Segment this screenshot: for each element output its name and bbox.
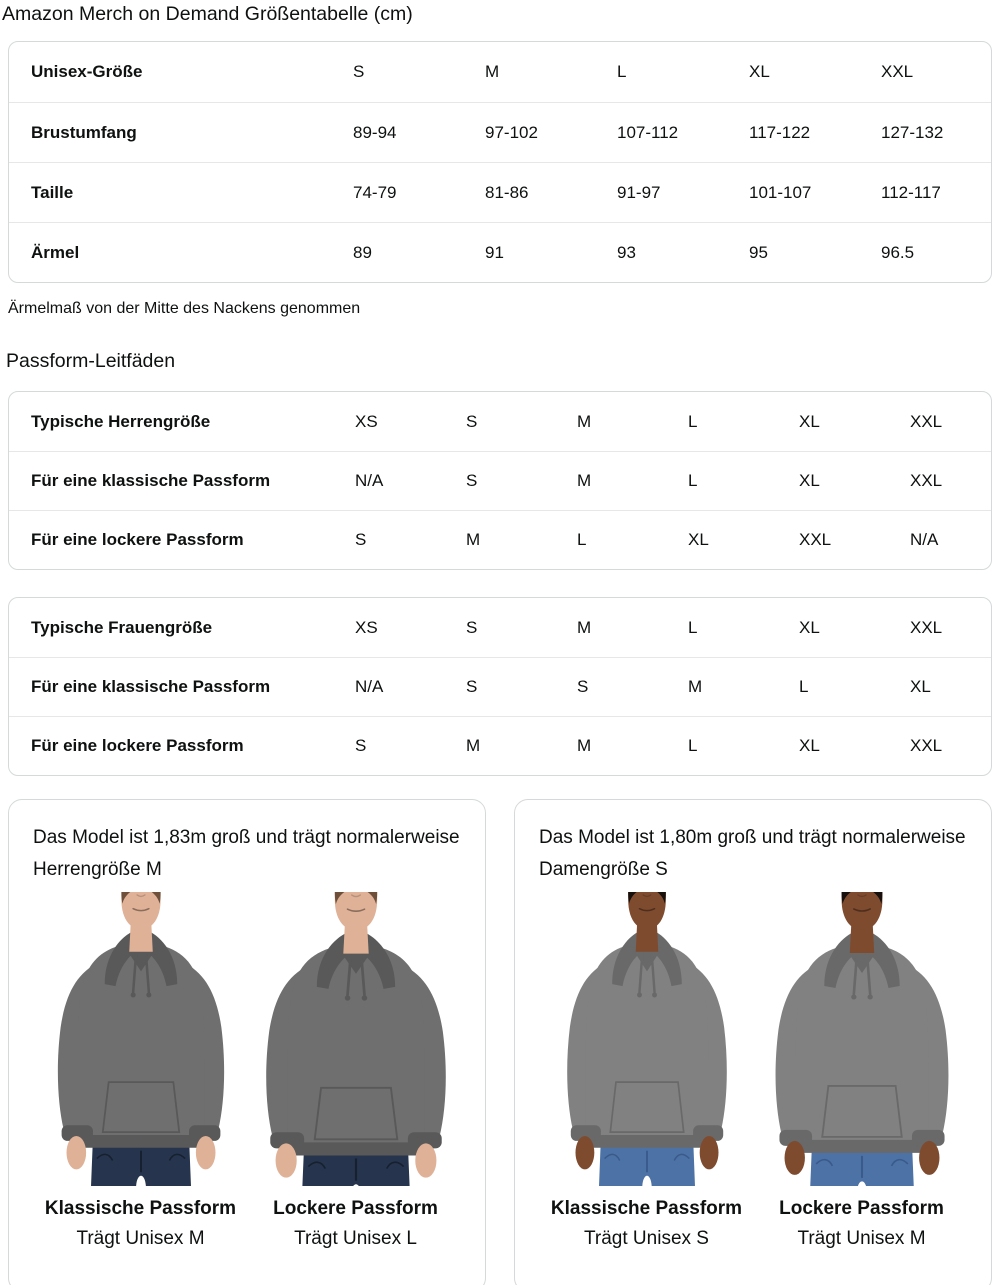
hoodie-model-image — [38, 892, 244, 1186]
value-cell: 127-132 — [881, 102, 991, 162]
value-cell: 95 — [749, 222, 881, 282]
value-cell: M — [577, 451, 688, 510]
model-photo-loose-fit — [754, 892, 969, 1254]
row-label-cell: Typische Herrengröße — [31, 411, 211, 431]
model-caption — [551, 1194, 742, 1254]
row-label-cell: Für eine klassische Passform — [9, 451, 355, 510]
size-cell: L — [688, 617, 698, 637]
value-cell: 107-112 — [617, 102, 749, 162]
value-cell: 93 — [617, 222, 749, 282]
model-description: Das Model ist 1,80m groß und trägt normalerweise Damengröße S — [539, 827, 966, 880]
hoodie-model-image — [544, 892, 750, 1186]
womens-fit-table — [8, 597, 992, 776]
value-cell: 112-117 — [881, 162, 991, 222]
value-cell: 81-86 — [485, 162, 617, 222]
hoodie-model-image — [759, 892, 965, 1186]
table-row — [9, 162, 991, 222]
model-caption — [273, 1194, 438, 1254]
table-row — [9, 451, 991, 510]
size-cell: XL — [799, 411, 820, 431]
size-cell: XXL — [881, 62, 914, 81]
fit-guides-heading: Passform-Leitfäden — [6, 350, 176, 372]
size-cell: S — [353, 62, 365, 81]
model-caption — [779, 1194, 944, 1254]
model-description: Das Model ist 1,83m groß und trägt normalerweise Herrengröße M — [33, 827, 460, 880]
row-label-cell: Ärmel — [9, 222, 353, 282]
mens-fit-table — [8, 391, 992, 570]
table-header-row — [9, 598, 991, 657]
fit-label: Lockere Passform — [779, 1198, 944, 1219]
value-cell: XL — [688, 510, 799, 569]
model-cards — [8, 799, 992, 1285]
value-cell: XL — [910, 657, 991, 716]
fit-label: Klassische Passform — [550, 1198, 743, 1219]
size-cell: S — [466, 617, 478, 637]
table-row — [9, 510, 991, 569]
row-label-cell: Brustumfang — [9, 102, 353, 162]
table-row — [9, 657, 991, 716]
row-label-cell: Unisex-Größe — [31, 62, 143, 81]
size-cell: S — [466, 411, 478, 431]
value-cell: L — [688, 451, 799, 510]
value-cell: 117-122 — [749, 102, 881, 162]
value-cell: 89-94 — [353, 102, 485, 162]
size-cell: M — [577, 411, 592, 431]
worn-size-label: Trägt Unisex S — [584, 1228, 709, 1249]
value-cell: XL — [799, 716, 910, 775]
model-photo-classic-fit — [539, 892, 754, 1254]
womens-model-card — [514, 799, 992, 1285]
value-cell: XXL — [910, 716, 991, 775]
worn-size-label: Trägt Unisex M — [76, 1228, 205, 1249]
row-label-cell: Für eine klassische Passform — [9, 657, 355, 716]
table-row — [9, 716, 991, 775]
size-cell: XS — [355, 411, 378, 431]
mens-model-card — [8, 799, 486, 1285]
worn-size-label: Trägt Unisex L — [294, 1228, 417, 1249]
model-photos — [539, 892, 969, 1254]
size-cell: XXL — [910, 617, 943, 637]
value-cell: L — [688, 716, 799, 775]
value-cell: 101-107 — [749, 162, 881, 222]
size-cell: M — [485, 62, 500, 81]
value-cell: XXL — [799, 510, 910, 569]
hoodie-model-image — [253, 892, 459, 1186]
value-cell: M — [466, 510, 577, 569]
value-cell: 96.5 — [881, 222, 991, 282]
value-cell: N/A — [910, 510, 991, 569]
row-label-cell: Für eine lockere Passform — [9, 510, 355, 569]
size-cell: XL — [799, 617, 820, 637]
fit-label: Lockere Passform — [273, 1198, 438, 1219]
size-cell: XL — [749, 62, 770, 81]
sleeve-measurement-note: Ärmelmaß von der Mitte des Nackens genommen — [8, 300, 361, 317]
value-cell: L — [799, 657, 910, 716]
model-caption — [45, 1194, 236, 1254]
model-photo-loose-fit — [248, 892, 463, 1254]
row-label-cell: Typische Frauengröße — [31, 617, 213, 637]
value-cell: M — [688, 657, 799, 716]
model-photos — [33, 892, 463, 1254]
table-row — [9, 222, 991, 282]
value-cell: 91 — [485, 222, 617, 282]
value-cell: 74-79 — [353, 162, 485, 222]
size-cell: L — [617, 62, 627, 81]
value-cell: 97-102 — [485, 102, 617, 162]
value-cell: N/A — [355, 657, 466, 716]
row-label-cell: Für eine lockere Passform — [9, 716, 355, 775]
value-cell: 89 — [353, 222, 485, 282]
value-cell: N/A — [355, 451, 466, 510]
value-cell: 91-97 — [617, 162, 749, 222]
value-cell: S — [355, 510, 466, 569]
page-title: Amazon Merch on Demand Größentabelle (cm) — [2, 3, 413, 25]
size-cell: L — [688, 411, 698, 431]
unisex-size-table — [8, 41, 992, 283]
value-cell: S — [466, 451, 577, 510]
value-cell: S — [577, 657, 688, 716]
value-cell: S — [466, 657, 577, 716]
worn-size-label: Trägt Unisex M — [797, 1228, 926, 1249]
size-cell: XS — [355, 617, 378, 637]
table-header-row — [9, 42, 991, 102]
value-cell: M — [466, 716, 577, 775]
fit-label: Klassische Passform — [44, 1198, 237, 1219]
value-cell: S — [355, 716, 466, 775]
row-label-cell: Taille — [9, 162, 353, 222]
table-header-row — [9, 392, 991, 451]
size-cell: M — [577, 617, 592, 637]
table-row — [9, 102, 991, 162]
size-cell: XXL — [910, 411, 943, 431]
value-cell: M — [577, 716, 688, 775]
value-cell: L — [577, 510, 688, 569]
model-photo-classic-fit — [33, 892, 248, 1254]
value-cell: XL — [799, 451, 910, 510]
value-cell: XXL — [910, 451, 991, 510]
